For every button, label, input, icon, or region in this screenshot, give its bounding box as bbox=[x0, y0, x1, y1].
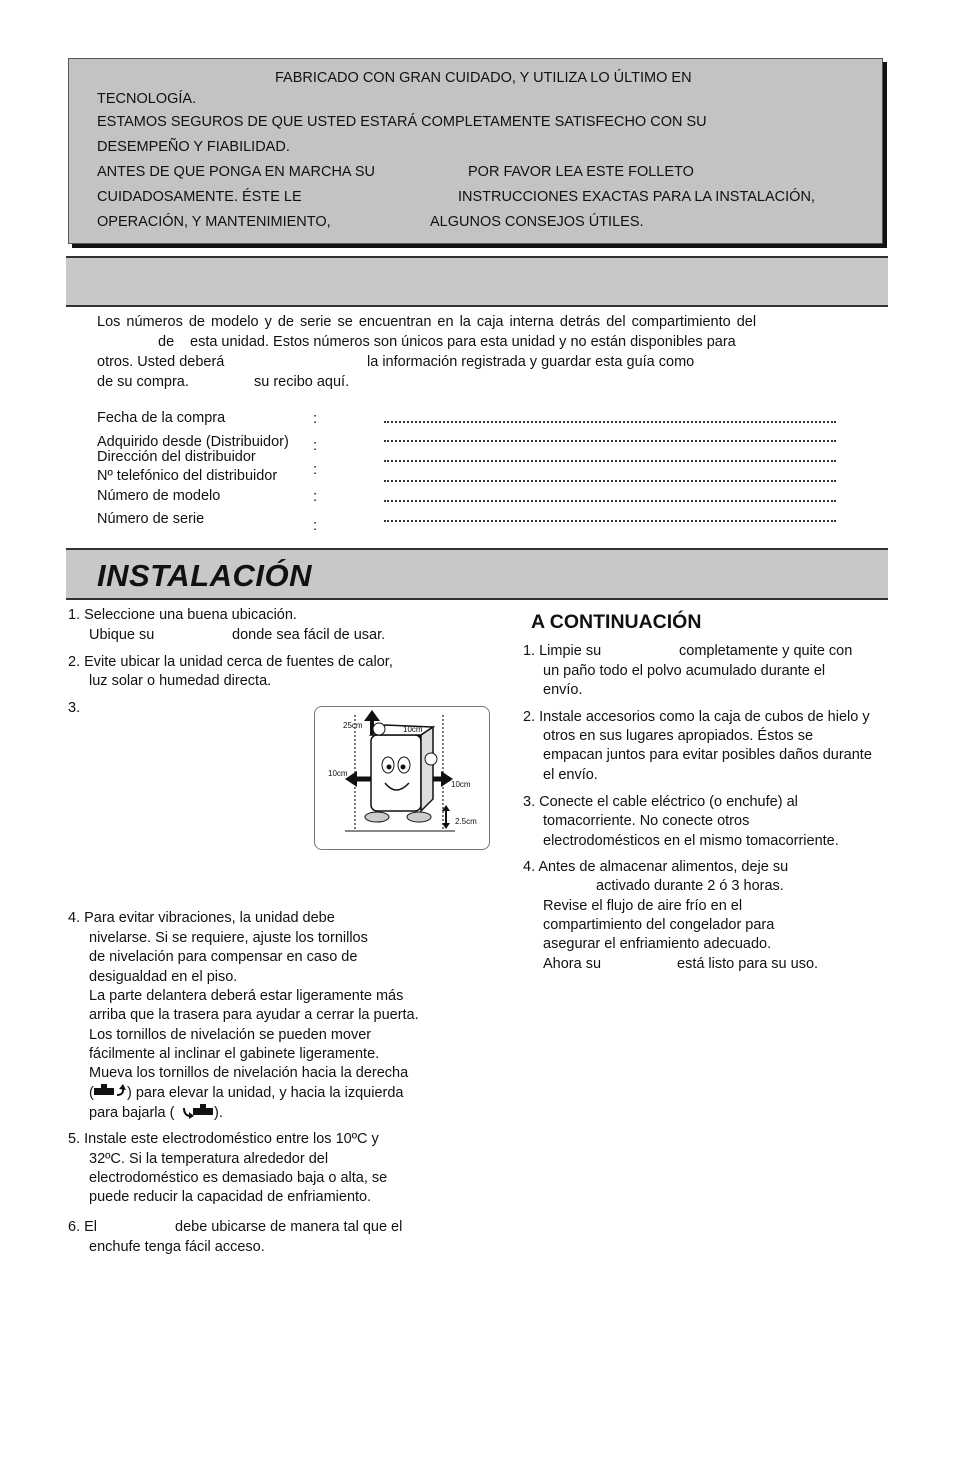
install-step-5: 5. Instale este electrodoméstico entre los 10ºC y bbox=[68, 1131, 379, 1147]
serial-number-field[interactable] bbox=[384, 520, 836, 522]
install-step-4-text: arriba que la trasera para ayudar a cerrar la puerta. bbox=[89, 1007, 419, 1023]
install-step-5-text: puede reducir la capacidad de enfriamiento. bbox=[89, 1189, 372, 1205]
field-label-dealer-phone: Nº telefónico del distribuidor bbox=[97, 468, 278, 484]
record-text: otros. Usted deberá bbox=[97, 354, 225, 370]
clearance-label-top: 25cm bbox=[343, 721, 363, 730]
clearance-label-top-right: 10cm bbox=[403, 725, 423, 734]
next-step-2: 2. Instale accesorios como la caja de cubos de hielo y bbox=[523, 709, 870, 725]
install-step-4-text: fácilmente al inclinar el gabinete ligeramente. bbox=[89, 1046, 380, 1062]
next-step-3-text: electrodomésticos en el mismo tomacorriente. bbox=[543, 833, 839, 849]
field-colon: : bbox=[313, 488, 318, 505]
record-text: de bbox=[158, 334, 175, 350]
next-step-2-text: el envío. bbox=[543, 767, 598, 783]
install-step-4-text: nivelarse. Si se requiere, ajuste los tornillos bbox=[89, 930, 368, 946]
install-step-4: 4. Para evitar vibraciones, la unidad debe bbox=[68, 910, 335, 926]
intro-line: OPERACIÓN, Y MANTENIMIENTO, bbox=[97, 214, 331, 230]
clearance-label-right: 10cm bbox=[451, 780, 471, 789]
lower-leveling-icon bbox=[181, 1102, 215, 1125]
install-step-1-text: Ubique su bbox=[89, 627, 155, 643]
intro-line: CUIDADOSAMENTE. ÉSTE LE bbox=[97, 189, 302, 205]
next-step-4-text: asegurar el enfriamiento adecuado. bbox=[543, 936, 772, 952]
field-label-dealer-address: Dirección del distribuidor bbox=[97, 449, 256, 465]
install-step-3: 3. bbox=[68, 700, 81, 716]
install-step-4-text: de nivelación para compensar en caso de bbox=[89, 949, 358, 965]
next-step-4: 4. Antes de almacenar alimentos, deje su bbox=[523, 859, 789, 875]
dealer-phone-field[interactable] bbox=[384, 480, 836, 482]
install-step-6-text: enchufe tenga fácil acceso. bbox=[89, 1239, 265, 1255]
install-step-5-text: 32ºC. Si la temperatura alrededor del bbox=[89, 1151, 329, 1167]
intro-line: FABRICADO CON GRAN CUIDADO, Y UTILIZA LO ÚLTIMO EN bbox=[275, 70, 692, 86]
intro-line: ALGUNOS CONSEJOS ÚTILES. bbox=[430, 214, 644, 230]
install-step-4-text: ). bbox=[214, 1105, 223, 1121]
dealer-address-field[interactable] bbox=[384, 460, 836, 462]
next-step-4-text: Revise el flujo de aire frío en el bbox=[543, 898, 743, 914]
next-step-1-text: envío. bbox=[543, 682, 583, 698]
install-step-1-text: donde sea fácil de usar. bbox=[232, 627, 386, 643]
dealer-field[interactable] bbox=[384, 440, 836, 442]
install-step-4-text: ) para elevar la unidad, y hacia la izquierda bbox=[127, 1085, 404, 1101]
next-step-1-text: un paño todo el polvo acumulado durante el bbox=[543, 663, 826, 679]
installation-title: INSTALACIÓN bbox=[97, 558, 313, 593]
install-step-1: 1. Seleccione una buena ubicación. bbox=[68, 607, 297, 623]
clearance-label-bottom: 2.5cm bbox=[455, 817, 477, 826]
intro-line: INSTRUCCIONES EXACTAS PARA LA INSTALACIÓN, bbox=[458, 189, 815, 205]
field-colon: : bbox=[313, 410, 318, 427]
record-section-band bbox=[66, 256, 888, 307]
install-step-2-text: luz solar o humedad directa. bbox=[89, 673, 272, 689]
clearance-illustration bbox=[315, 707, 489, 849]
clearance-diagram bbox=[314, 706, 490, 850]
intro-line: TECNOLOGÍA. bbox=[97, 91, 197, 107]
next-step-4-text: activado durante 2 ó 3 horas. bbox=[596, 878, 784, 894]
install-step-4-text: para bajarla ( bbox=[89, 1105, 175, 1121]
install-step-5-text: electrodoméstico es demasiado baja o alta, se bbox=[89, 1170, 388, 1186]
intro-line: ESTAMOS SEGUROS DE QUE USTED ESTARÁ COMPLETAMENTE SATISFECHO CON SU bbox=[97, 114, 707, 130]
install-step-4-text: Los tornillos de nivelación se pueden mover bbox=[89, 1027, 372, 1043]
field-label-model: Número de modelo bbox=[97, 488, 221, 504]
raise-leveling-icon bbox=[93, 1083, 127, 1106]
next-step-2-text: otros en sus lugares apropiados. Éstos se bbox=[543, 728, 814, 744]
record-text: esta unidad. Estos números son únicos para esta unidad y no están disponibles para bbox=[190, 334, 736, 350]
record-text: Los números de modelo y de serie se encuentran en la caja interna detrás del compartimiento del bbox=[97, 314, 757, 330]
install-step-6-text: debe ubicarse de manera tal que el bbox=[175, 1219, 403, 1235]
field-label-serial: Número de serie bbox=[97, 511, 205, 527]
record-text: de su compra. bbox=[97, 374, 189, 390]
install-step-6: 6. El bbox=[68, 1219, 98, 1235]
next-step-3-text: tomacorriente. No conecte otros bbox=[543, 813, 750, 829]
next-step-3: 3. Conecte el cable eléctrico (o enchufe) al bbox=[523, 794, 798, 810]
install-step-4-text: ( bbox=[89, 1085, 94, 1101]
next-step-4-text: está listo para su uso. bbox=[677, 956, 819, 972]
install-step-2: 2. Evite ubicar la unidad cerca de fuentes de calor, bbox=[68, 654, 393, 670]
next-step-1: 1. Limpie su bbox=[523, 643, 602, 659]
purchase-date-field[interactable] bbox=[384, 421, 836, 423]
intro-line: DESEMPEÑO Y FIABILIDAD. bbox=[97, 139, 290, 155]
clearance-label-left: 10cm bbox=[328, 769, 348, 778]
next-step-2-text: empacan juntos para evitar posibles daños durante bbox=[543, 747, 872, 763]
record-text: su recibo aquí. bbox=[254, 374, 350, 390]
install-step-4-text: Mueva los tornillos de nivelación hacia la derecha bbox=[89, 1065, 409, 1081]
next-steps-title: A CONTINUACIÓN bbox=[531, 611, 702, 633]
intro-line: ANTES DE QUE PONGA EN MARCHA SU bbox=[97, 164, 375, 180]
next-step-4-text: compartimiento del congelador para bbox=[543, 917, 775, 933]
model-number-field[interactable] bbox=[384, 500, 836, 502]
field-label-dealer: Adquirido desde (Distribuidor) bbox=[97, 434, 289, 450]
intro-line: POR FAVOR LEA ESTE FOLLETO bbox=[468, 164, 694, 180]
install-step-4-text: desigualdad en el piso. bbox=[89, 969, 238, 985]
next-step-1-text: completamente y quite con bbox=[679, 643, 853, 659]
field-colon: : bbox=[313, 437, 318, 454]
record-text: la información registrada y guardar esta guía como bbox=[367, 354, 695, 370]
field-colon: : bbox=[313, 461, 318, 478]
next-step-4-text: Ahora su bbox=[543, 956, 602, 972]
install-step-4-text: La parte delantera deberá estar ligeramente más bbox=[89, 988, 404, 1004]
field-colon: : bbox=[313, 517, 318, 534]
field-label-purchase-date: Fecha de la compra bbox=[97, 410, 226, 426]
